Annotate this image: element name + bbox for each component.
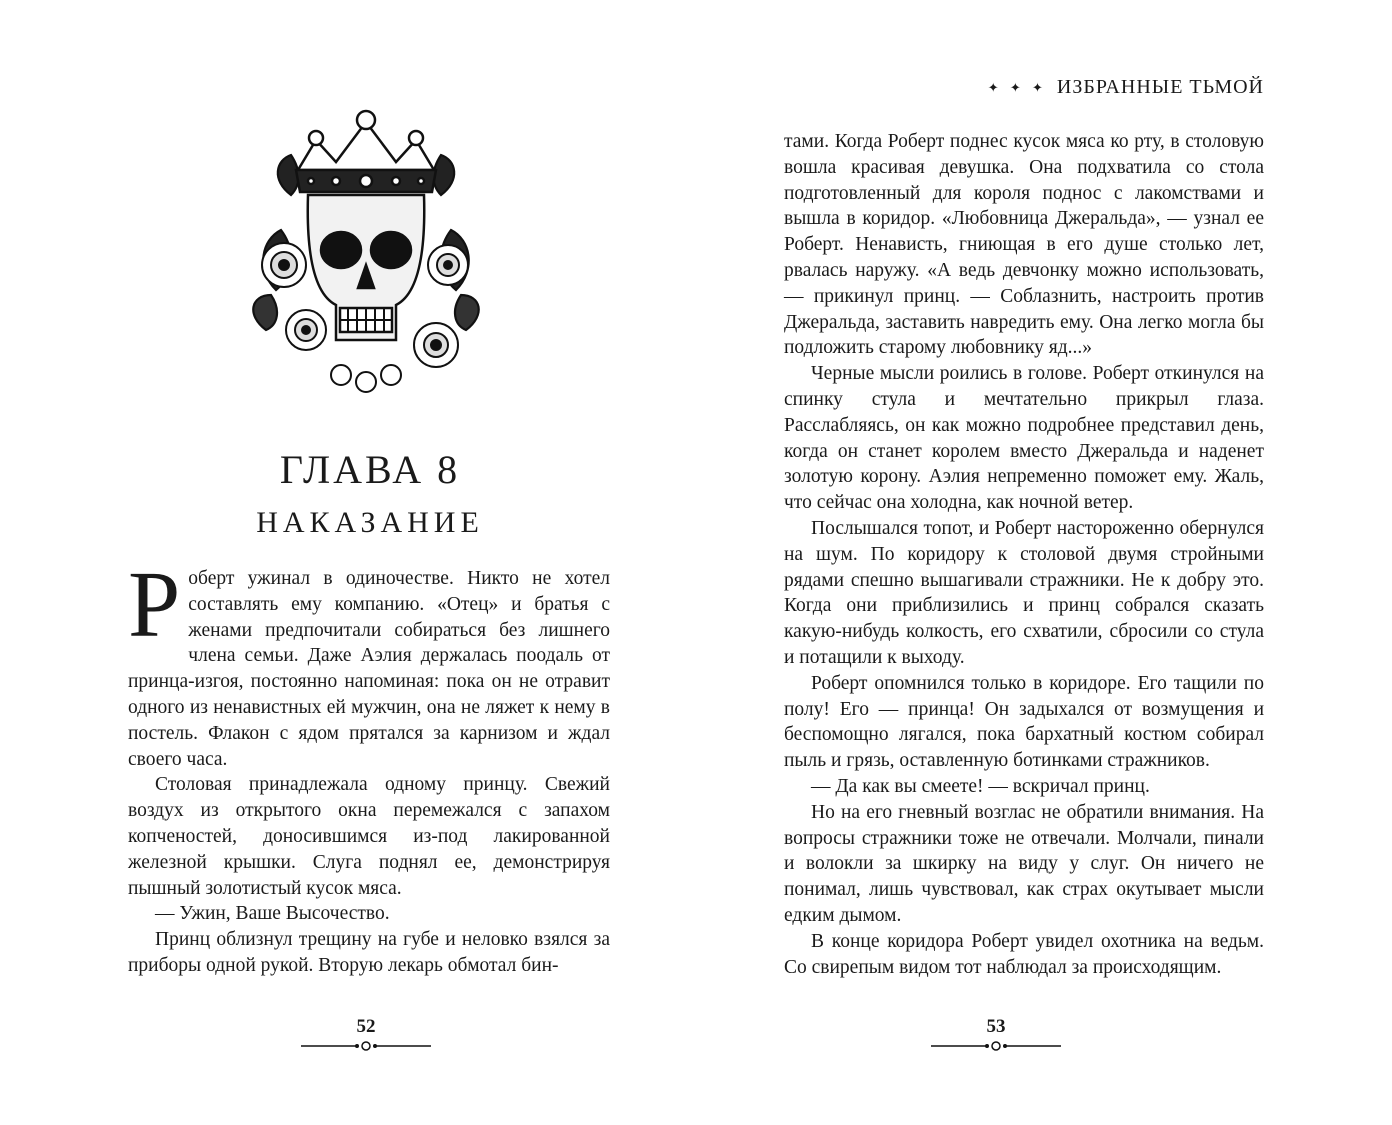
paragraph: Принц облизнул трещину на губе и неловко взялся за приборы одной рукой. Вторую лекарь обмотал бин-	[128, 929, 610, 976]
paragraph: В конце коридора Роберт увидел охотника на ведьм. Со свирепым видом тот наблюдал за происходящим.	[784, 930, 1264, 978]
chapter-title: НАКАЗАНИЕ	[256, 506, 484, 539]
page-number: 52	[356, 1016, 376, 1037]
right-page-text	[784, 129, 1264, 980]
left-page-text	[128, 553, 610, 979]
book-title: ИЗБРАННЫЕ ТЬМОЙ	[1056, 76, 1264, 98]
paragraph: — Ужин, Ваше Высочество.	[155, 903, 390, 925]
chapter-number: ГЛАВА 8	[279, 447, 461, 492]
paragraph: тами. Когда Роберт поднес кусок мяса ко рту, в столовую вошла красивая девушка. Она подхватила со стола подготовленный для короля поднос с лакомствами и вышла в коридор. «Любовница Джеральда», — узнал ее Роберт. Ненависть, гниющая в его душе столько лет, рвалась наружу. «А ведь девчонку можно использовать, — прикинул принц. — Соблазнить, настроить против Джеральда, заставить навредить ему. Она легко могла бы подложить старому любовнику яд...»	[784, 131, 1264, 359]
paragraph: Столовая принадлежала одному принцу. Свежий воздух из открытого окна перемежался с запахом копченостей, доносившимся из-под лакированной железной крышки. Слуга поднял ее, демонстрируя пышный золотистый кусок мяса.	[128, 774, 610, 899]
paragraph: — Да как вы смеете! — вскричал принц.	[811, 775, 1150, 797]
drop-cap: Р	[128, 553, 181, 657]
folio-ornament	[931, 1040, 1061, 1052]
ornament-stars: ✦ ✦ ✦	[987, 79, 1047, 95]
paragraph: Но на его гневный возглас не обратили внимания. На вопросы стражники тоже не отвечали. Молчали, пинали и волокли за шкирку на виду у слуг. Он ничего не понимал, лишь чувствовал, как страх окутывает мысли едким дымом.	[784, 801, 1264, 926]
page-number-right	[926, 1016, 1066, 1052]
page-number-left	[296, 1016, 436, 1052]
running-head	[988, 76, 1264, 99]
paragraph: Роберт опомнился только в коридоре. Его тащили по полу! Его — принца! Он задыхался от возмущения и беспомощно лягался, пока бархатный костюм собирал пыль и грязь, оставленную ботинками стражников.	[784, 672, 1264, 772]
page-number: 53	[986, 1016, 1006, 1037]
crowned-skull-illustration	[236, 100, 496, 400]
paragraph: Послышался топот, и Роберт настороженно обернулся на шум. По коридору к столовой двумя стройными рядами спешно вышагивали стражники. Не к добру это. Когда они приблизились и принц собрался сказать какую-нибудь колкость, его схватили, сбросили со стула и потащили к выходу.	[784, 517, 1264, 668]
paragraph: Роберт ужинал в одиночестве. Никто не хотел составлять ему компанию. «Отец» и братья с женами предпочитали собираться без лишнего члена семьи. Даже Аэлия держалась поодаль от принца-изгоя, постоянно напоминая: пока он не отравит одного из ненавистных ей мужчин, она не ляжет к нему в постель. Флакон с ядом прятался за карнизом и ждал своего часа.	[128, 553, 610, 770]
folio-ornament	[301, 1040, 431, 1052]
paragraph: Черные мысли роились в голове. Роберт откинулся на спинку стула и мечтательно прикрыл глаза. Расслабляясь, он как можно подробнее представил день, когда он станет королем вместо Джеральда и наденет золотую корону. Аэлия непременно поможет ему. Жаль, что сейчас она холодна, как ночной ветер.	[784, 363, 1264, 514]
